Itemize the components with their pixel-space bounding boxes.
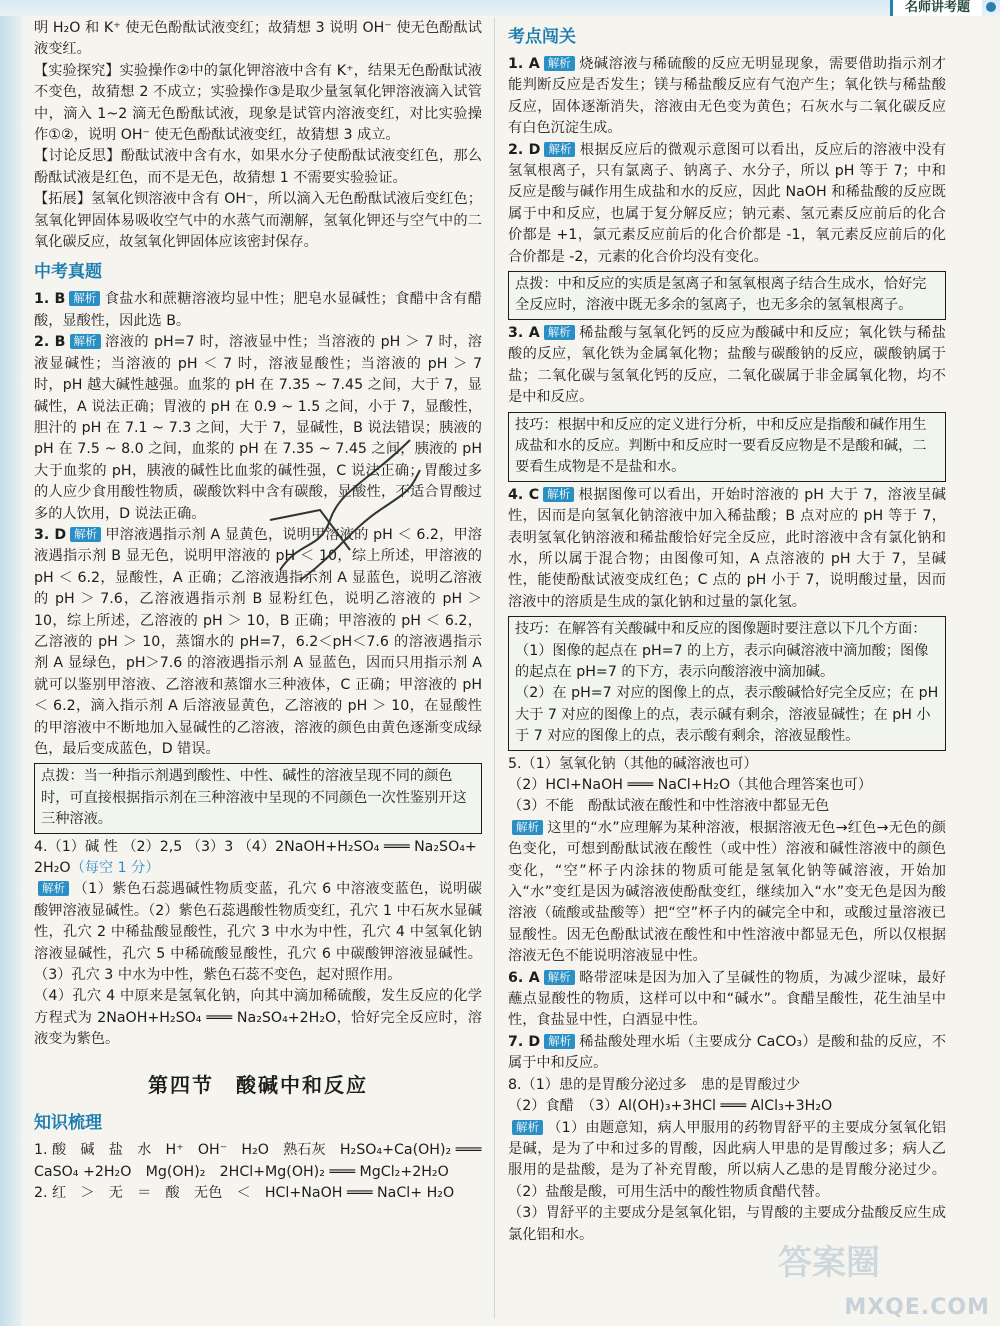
r-answer-3-num: 3. A <box>508 324 540 341</box>
r-answer-7-num: 7. D <box>508 1033 541 1050</box>
r-answer-1 <box>508 54 946 140</box>
skill-box: 技巧：根据中和反应的定义进行分析，中和反应是指酸和碱作用生成盐和水的反应。判断中和反应时一要看反应物是不是酸和碱，二要看生成物是不是盐和水。 <box>508 412 946 482</box>
r-answer-5-2: （2）HCl+NaOH ═══ NaCl+H₂O（其他合理答案也可） <box>508 777 873 793</box>
answer-4-analysis <box>34 879 482 986</box>
column-divider <box>494 18 495 1318</box>
r-answer-8-text: （1）由题意知，病人甲服用的药物胃舒平的主要成分氢氧化铝是碱，是为了中和过多的胃酸，因此病人甲患的是胃酸过多；病人乙服用的是盐酸，是为了补充胃酸，所以病人乙患的是胃酸分泌过少。（2）盐酸是酸，可用生活中的酸性物质食醋代替。 <box>508 1119 946 1200</box>
answer-4-h2o: 2H₂O <box>34 860 71 877</box>
watermark-url: MXQE.COM <box>844 1295 990 1320</box>
analysis-tag: 解析 <box>544 56 575 71</box>
r-answer-2-text: 根据反应后的微观示意图可以看出，反应后的溶液中没有氢氧根离子，只有氯离子、钠离子、水分子，所以 pH 等于 7；中和反应是酸与碱作用生成盐和水的反应，因此 NaOH 和稀盐酸的反应既属于中和反应，也属于复分解反应；钠元素、氢元素反应前后的化合价都是 +1，氯元素反应前后的化合价都是 -1，氧元素反应前后的化合价都是 -2，元素的化合价均没有变化。 <box>508 141 946 265</box>
knowledge-2: 2. 红 ＞ 无 ＝ 酸 无色 ＜ HCl+NaOH ═══ NaCl+ H₂O <box>34 1184 455 1201</box>
r-answer-2 <box>508 140 946 268</box>
answer-2-text: 溶液的 pH=7 时，溶液显中性；当溶液的 pH ＞ 7 时，溶液显碱性；当溶液的 pH ＜ 7 时，溶液显酸性；当溶液的 pH ＞ 7 时，pH 越大碱性越强。血浆的 pH 在 7.35 ~ 7.45 之间，大于 7，显碱性，A 说法正确；胃液的 pH 在 0.9 ~ 1.5 之间，小于 7，显酸性，胆汁的 pH 在 7.1 ~ 7.3 之间，大于 7，显碱性，B 说法错误；胰液的 pH 在 7.5 ~ 8.0 之间，血浆的 pH 在 7.35 ~ 7.45 之间，胰液的 pH 大于血浆的 pH，胰液的碱性比血浆的碱性强，C 说法正确；胃酸过多的人应少食用酸性物质，碳酸饮料中含有碳酸，显酸性，不适合胃酸过多的人饮用，D 说法正确。 <box>34 334 482 522</box>
r-answer-1-num: 1. A <box>508 56 540 72</box>
analysis-tag: 解析 <box>70 527 101 542</box>
answer-4-text-2: （4）孔穴 4 中原来是氢氧化钠，向其中滴加稀硫酸，发生反应的化学方程式为 2NaOH+H₂SO₄ ═══ Na₂SO₄+2H₂O，恰好完全反应时，溶液变为紫色。 <box>34 988 482 1048</box>
left-margin-strip <box>0 16 22 1326</box>
skill-box-graph <box>508 616 946 750</box>
answer-1-text: 食盐水和蔗糖溶液均显中性；肥皂水显碱性；食醋中含有醋酸，显酸性，因此选 B。 <box>34 291 482 329</box>
r-answer-7 <box>508 1032 946 1075</box>
tip-box: 点拨：中和反应的实质是氢离子和氢氧根离子结合生成水，恰好完全反应时，溶液中既无多余的氢离子，也无多余的氢氧根离子。 <box>508 271 946 320</box>
answer-4-text: （1）紫色石蕊遇碱性物质变蓝，孔穴 6 中溶液变蓝色，说明碳酸钾溶液显碱性。（2）紫色石蕊遇酸性物质变红，孔穴 1 中石灰水显碱性，孔穴 2 中稀盐酸显酸性，孔穴 3 中水为中性，孔穴 4 中氢氧化钠溶液显碱性，孔穴 5 中稀硫酸显酸性，孔穴 6 中碳酸钾溶液显碱性。（3）孔穴 3 中水为中性，紫色石蕊不变色，起对照作用。 <box>34 881 482 984</box>
analysis-tag: 解析 <box>544 142 575 157</box>
left-column <box>34 18 482 1204</box>
skill-box-graph-1: 技巧：在解答有关酸碱中和反应的图像题时要注意以下几个方面： <box>515 621 927 638</box>
skill-box-graph-3: （2）在 pH=7 对应的图像上的点，表示酸碱恰好完全反应；在 pH 大于 7 对应的图像上的点，表示碱有剩余，溶液显碱性；在 pH 小于 7 对应的图像上的点，表示酸有剩余，溶液显酸性。 <box>515 685 939 745</box>
answer-3-num: 3. D <box>34 526 67 543</box>
analysis-tag: 解析 <box>544 970 575 985</box>
intro-4: 【拓展】氢氧化钡溶液中含有 OH⁻，所以滴入无色酚酞试液后变红色；氢氧化钾固体易吸收空气中的水蒸气而潮解，氢氧化钾还与空气中的二氧化碳反应，故氢氧化钾固体应该密封保存。 <box>34 191 482 251</box>
knowledge-1b: CaSO₄ +2H₂O Mg(OH)₂ 2HCl+Mg(OH)₂ ═══ MgCl₂+2H₂O <box>34 1163 449 1180</box>
r-answer-4-text: 根据图像可以看出，开始时溶液的 pH 大于 7，溶液呈碱性，因而是向氢氧化钠溶液中加入稀盐酸；B 点对应的 pH 等于 7，表明氢氧化钠溶液和稀盐酸恰好完全反应，此时溶液中含有氯化钠和水，所以属于混合物；由图像可知，A 点溶液的 pH 大于 7，呈碱性，能使酚酞试液变成红色；C 点的 pH 小于 7，说明酸过量，因而溶液中的溶质是生成的氯化钠和过量的氯化氢。 <box>508 486 946 610</box>
r-answer-8-analysis <box>508 1118 946 1204</box>
analysis-tag: 解析 <box>512 820 543 835</box>
r-answer-8-2: （2）食醋 （3）Al(OH)₃+3HCl ═══ AlCl₃+3H₂O <box>508 1098 833 1115</box>
analysis-tag: 解析 <box>543 487 574 502</box>
right-column <box>508 18 946 1246</box>
analysis-tag: 解析 <box>512 1120 543 1135</box>
intro-1: 明 H₂O 和 K⁺ 使无色酚酞试液变红；故猜想 3 说明 OH⁻ 使无色酚酞试液变红。 <box>34 20 482 58</box>
analysis-tag: 解析 <box>38 881 69 896</box>
r-answer-3 <box>508 323 946 409</box>
answer-3-text: 甲溶液遇指示剂 A 显黄色，说明甲溶液的 pH ＜ 6.2，甲溶液遇指示剂 B 显无色，说明甲溶液的 pH ＜ 10，综上所述，甲溶液的 pH ＜ 6.2，显酸性，A 正确；乙溶液遇指示剂 A 显蓝色，说明乙溶液的 pH ＞ 7.6，乙溶液遇指示剂 B 显粉红色，说明乙溶液的 pH ＞ 10，综上所述，乙溶液的 pH ＞ 10，B 正确；甲溶液的 pH ＜ 6.2，乙溶液的 pH ＞ 10，蒸馏水的 pH=7，6.2＜pH＜7.6 的溶液遇指示剂 A 显绿色，pH＞7.6 的溶液遇指示剂 A 显蓝色，因而只用指示剂 A 就可以鉴别甲溶液、乙溶液和蒸馏水三种液体，C 正确；甲溶液的 pH ＜ 6.2，滴入指示剂 A 后溶液显黄色，乙溶液的 pH ＞ 10，在显酸性的甲溶液中不断地加入显碱性的乙溶液，溶液的颜色由黄色逐渐变成绿色，最后变成蓝色，D 错误。 <box>34 526 482 757</box>
r-answer-5-3: （3）不能 酚酞试液在酸性和中性溶液中都显无色 <box>508 798 830 815</box>
r-answer-5-text: 这里的“水”应理解为某种溶液，根据溶液无色→红色→无色的颜色变化，可想到酚酞试液在酸性（或中性）溶液和碱性溶液中的颜色变化，“空”杯子内涂抹的物质可能是氢氧化钠等碱溶液，开始加入“水”变红是因为碱溶液使酚酞变红，继续加入“水”变无色是因为酸溶液（硫酸或盐酸等）把“空”杯子内的碱完全中和，或酸过量溶液已显酸性。因无色酚酞试液在酸性和中性溶液中都显无色，所以仅根据溶液无色不能说明溶液显中性。 <box>508 819 946 965</box>
section-title-knowledge: 知识梳理 <box>34 1113 102 1134</box>
section-title-checkpoint: 考点闯关 <box>508 27 576 47</box>
r-answer-6-num: 6. A <box>508 969 540 986</box>
r-answer-5-1: 5.（1）氢氧化钠（其他的碱溶液也可） <box>508 755 758 772</box>
r-answer-8-text-2: （3）胃舒平的主要成分是氢氧化铝，与胃酸的主要成分盐酸反应生成氯化铝和水。 <box>508 1205 946 1243</box>
analysis-tag: 解析 <box>544 1034 575 1049</box>
top-band <box>0 0 1000 16</box>
r-answer-4 <box>508 485 946 613</box>
answer-1-num: 1. B <box>34 291 66 308</box>
r-answer-3-text: 稀盐酸与氢氧化钙的反应为酸碱中和反应；氧化铁与稀盐酸的反应，氧化铁为金属氧化物；盐酸与碳酸钠的反应，碳酸钠属于盐；二氧化碳与氢氧化钙的反应，二氧化碳属于非金属氧化物，均不是中和反应。 <box>508 324 946 406</box>
watermark-logo: 答案圈 <box>778 1243 880 1283</box>
intro-2: 【实验探究】实验操作②中的氯化钾溶液中含有 K⁺，结果无色酚酞试液不变色，故猜想 2 不成立；实验操作③是取少量氢氧化钾溶液滴入试管中，滴入 1~2 滴无色酚酞试液，现象是试管内溶液变红，对比实验操作①②，说明 OH⁻ 使无色酚酞试液变红，故猜想 3 成立。 <box>34 62 482 144</box>
analysis-tag: 解析 <box>70 334 101 349</box>
r-answer-6 <box>508 968 946 1032</box>
r-answer-4-num: 4. C <box>508 486 540 503</box>
answer-1 <box>34 289 482 332</box>
r-answer-7-text: 稀盐酸处理水垢（主要成分 CaCO₃）是酸和盐的反应，不属于中和反应。 <box>508 1033 947 1072</box>
analysis-tag: 解析 <box>69 291 100 306</box>
r-answer-8-1: 8.（1）患的是胃酸分泌过多 患的是胃酸过少 <box>508 1076 801 1093</box>
r-answer-5-analysis <box>508 818 946 968</box>
handwriting-scribble-icon <box>260 420 430 590</box>
skill-box-graph-2: （1）图像的起点在 pH=7 的上方，表示向碱溶液中滴加酸；图像的起点在 pH=7 的下方，表示向酸溶液中滴加碱。 <box>515 642 929 680</box>
header-tag: 名师讲考题 <box>890 0 982 16</box>
chapter-title: 第四节 酸碱中和反应 <box>148 1072 368 1097</box>
analysis-tag: 解析 <box>544 325 575 340</box>
knowledge-1: 1. 酸 碱 盐 水 H⁺ OH⁻ H₂O 熟石灰 H₂SO₄+Ca(OH)₂ ═══ <box>34 1142 482 1159</box>
intro-3: 【讨论反思】酚酞试液中含有水，如果水分子使酚酞试液变红色，那么酚酞试液是红色，而不是无色，故猜想 1 不需要实验验证。 <box>34 148 482 186</box>
section-title-exam: 中考真题 <box>34 262 102 283</box>
r-answer-1-text: 烧碱溶液与稀硫酸的反应无明显现象，需要借助指示剂才能判断反应是否发生；镁与稀盐酸反应有气泡产生；氧化铁与稀盐酸反应，固体逐渐消失，溶液由无色变为黄色；石灰水与二氧化碳反应有白色沉淀生成。 <box>508 56 946 137</box>
tip-box: 点拨：当一种指示剂遇到酸性、中性、碱性的溶液呈现不同的颜色时，可直接根据指示剂在三种溶液中呈现的不同颜色一次性鉴别开这三种溶液。 <box>34 763 482 833</box>
r-answer-6-text: 略带涩味是因为加入了呈碱性的物质，为减少涩味，最好蘸点显酸性的物质，这样可以中和“碱水”。食醋呈酸性，花生油呈中性，食盐显中性，白酒显中性。 <box>508 969 946 1029</box>
r-answer-2-num: 2. D <box>508 141 541 158</box>
header-dot-icon <box>986 2 996 12</box>
answer-4-line1: 4.（1）碱 性 （2）2,5 （3）3 （4）2NaOH+H₂SO₄ ═══ Na₂SO₄+ <box>34 838 477 855</box>
score-note: （每空 1 分） <box>70 860 160 877</box>
answer-2-num: 2. B <box>34 334 66 351</box>
answer-4-line2 <box>34 858 482 879</box>
